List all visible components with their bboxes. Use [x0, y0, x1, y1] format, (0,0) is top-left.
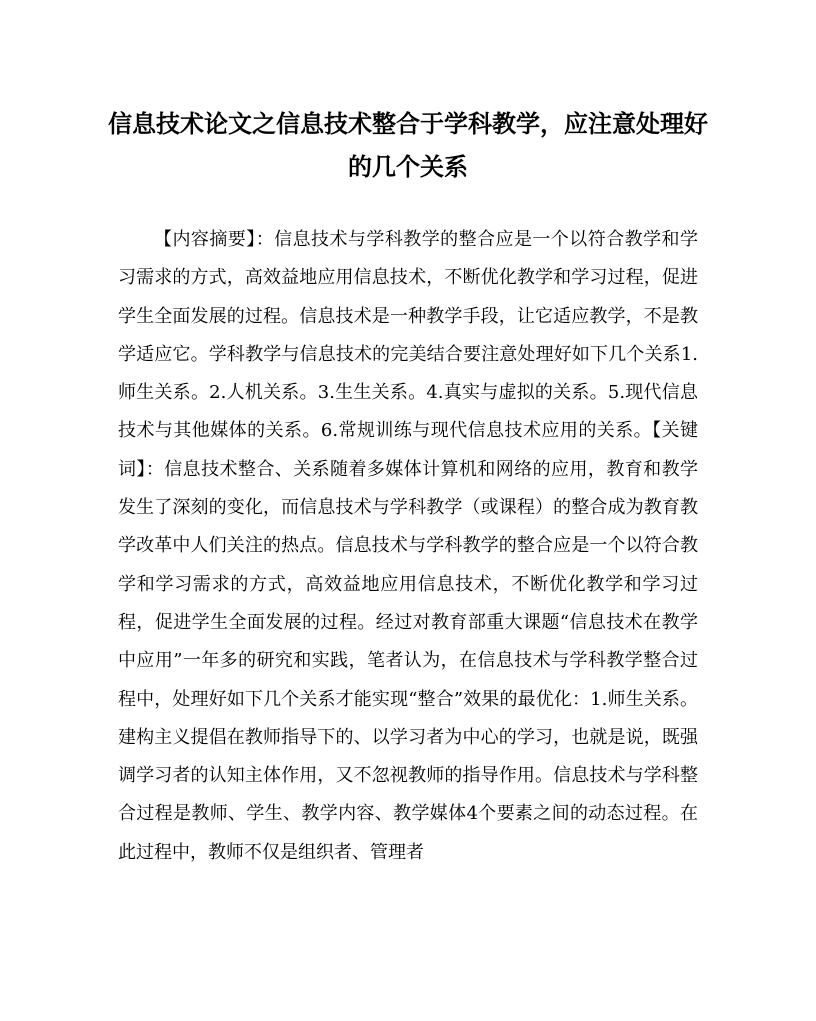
document-title: 信息技术论文之信息技术整合于学科教学，应注意处理好的几个关系: [108, 109, 708, 181]
document-body-paragraph: 【内容摘要】：信息技术与学科教学的整合应是一个以符合教学和学习需求的方式，高效益地应用信息技术，不断优化教学和学习过程，促进学生全面发展的过程。信息技术是一种教学手段，让它适应教学，不是教学适应它。学科教学与信息技术的完美结合要注意处理好如下几个关系1.师生关系。2.人机关系。3.生生关系。4.真实与虚拟的关系。5.现代信息技术与其他媒体的关系。6.常规训练与现代信息技术应用的关系。【关键词】：信息技术整合、关系随着多媒体计算机和网络的应用，教育和教学发生了深刻的变化，而信息技术与学科教学（或课程）的整合成为教育教学改革中人们关注的热点。信息技术与学科教学的整合应是一个以符合教学和学习需求的方式，高效益地应用信息技术，不断优化教学和学习过程，促进学生全面发展的过程。经过对教育部重大课题“信息技术在教学中应用”一年多的研究和实践，笔者认为，在信息技术与学科教学整合过程中，处理好如下几个关系才能实现“整合”效果的最优化：1.师生关系。建构主义提倡在教师指导下的、以学习者为中心的学习，也就是说，既强调学习者的认知主体作用，又不忽视教师的指导作用。信息技术与学科整合过程是教师、学生、教学内容、教学媒体4个要素之间的动态过程。在此过程中，教师不仅是组织者、管理者: [118, 229, 698, 863]
